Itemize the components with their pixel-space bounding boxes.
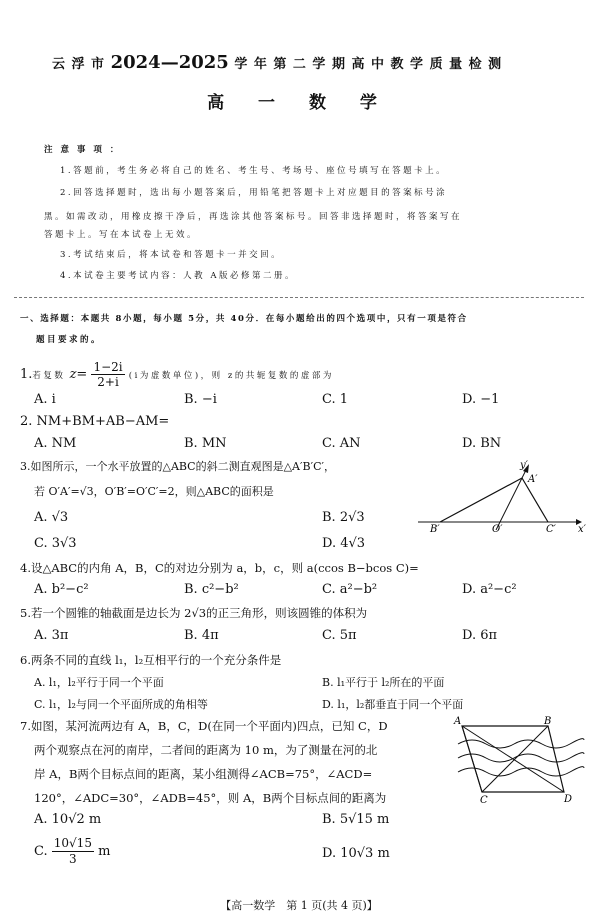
question-5: 5.若一个圆锥的轴截面是边长为 2√3的正三角形，则该圆锥的体积为	[20, 606, 368, 620]
q1-post: (i为虚数单位)，则 z的共轭复数的虚部为	[128, 371, 334, 381]
q1-fraction	[91, 360, 124, 389]
q1-option-b[interactable]: B. −i	[184, 392, 217, 407]
y-axis	[496, 470, 526, 530]
q5-option-a[interactable]: A. 3π	[34, 628, 69, 643]
page-footer: 【高一数学 第 1 页(共 4 页)】	[220, 899, 378, 912]
q1-denominator: 2+i	[97, 375, 119, 389]
q1-numerator: 1−2i	[93, 360, 123, 374]
label-x-prime: x′	[578, 524, 586, 535]
q1-option-c[interactable]: C. 1	[322, 392, 349, 407]
q1-option-d[interactable]: D. −1	[462, 392, 500, 407]
segment-a-c	[462, 726, 482, 792]
q2-option-b[interactable]: B. MN	[184, 436, 227, 451]
q4-option-d[interactable]: D. a²−c²	[462, 582, 517, 597]
header-year: 2024—2025	[110, 52, 229, 73]
q7-option-c-numerator: 10√15	[53, 836, 92, 850]
q4-option-c[interactable]: C. a²−b²	[322, 582, 378, 597]
divider	[14, 297, 584, 298]
question-3-line-2: 若 O′A′=√3，O′B′=O′C′=2，则△ABC的面积是	[34, 485, 274, 498]
q7-option-c-letter: C.	[34, 844, 48, 859]
header-suffix: 学 年 第 二 学 期 高 中 教 学 质 量 检 测	[234, 57, 503, 72]
question-7-line-1: 7.如图，某河流两边有 A，B，C，D(在同一个平面内)四点，已知 C，D	[20, 719, 388, 733]
river-wave-2	[458, 753, 584, 762]
q7-option-c[interactable]	[34, 836, 110, 867]
q3-option-c[interactable]: C. 3√3	[34, 536, 77, 551]
q2-option-c[interactable]: C. AN	[322, 436, 361, 451]
exam-header	[52, 52, 502, 73]
q1-pre: 若复数	[32, 371, 66, 381]
label-d: D	[564, 794, 573, 805]
notice-item-3: 3.考试结束后，将本试卷和答题卡一并交回。	[60, 250, 283, 260]
notice-item-2-cont: 黑。如需改动，用橡皮擦干净后，再选涂其他答案标号。回答非选择题时，将答案写在	[44, 212, 463, 222]
header-prefix: 云 浮 市	[52, 57, 106, 72]
notice-item-4: 4.本试卷主要考试内容：人教 A版必修第二册。	[60, 271, 296, 281]
question-7-line-2: 两个观察点在河的南岸，二者间的距离为 10 m，为了测量在河的北	[34, 743, 378, 757]
notice-heading: 注 意 事 项 ：	[44, 145, 121, 155]
label-b-prime: B′	[430, 524, 440, 535]
q6-option-d[interactable]: D. l₁，l₂都垂直于同一个平面	[322, 698, 464, 711]
notice-item-1: 1.答题前，考生务必将自己的姓名、考生号、考场号、座位号填写在答题卡上。	[60, 166, 448, 176]
question-2: 2. NM+BM+AB−AM=	[20, 414, 170, 429]
q5-option-d[interactable]: D. 6π	[462, 628, 498, 643]
q3-figure	[418, 456, 590, 536]
q4-option-b[interactable]: B. c²−b²	[184, 582, 239, 597]
q1-eq: =	[76, 367, 88, 382]
q5-option-c[interactable]: C. 5π	[322, 628, 357, 643]
q2-option-a[interactable]: A. NM	[34, 436, 77, 451]
q6-option-c[interactable]: C. l₁，l₂与同一个平面所成的角相等	[34, 698, 208, 711]
label-b: B	[544, 716, 552, 727]
q6-option-b[interactable]: B. l₁平行于 l₂所在的平面	[322, 676, 445, 689]
q7-option-d[interactable]: D. 10√3 m	[322, 846, 390, 861]
section-heading-cont: 题目要求的。	[36, 335, 103, 345]
notice-item-2-end: 答题卡上。写在本试卷上无效。	[44, 230, 199, 240]
river-wave-1	[458, 739, 584, 748]
q7-option-a[interactable]: A. 10√2 m	[34, 812, 102, 827]
label-a: A	[454, 716, 462, 727]
q7-option-c-unit: m	[98, 844, 111, 859]
q2-option-d[interactable]: D. BN	[462, 436, 502, 451]
label-y-prime: y′	[520, 460, 528, 471]
question-4: 4.设△ABC的内角 A，B，C的对边分别为 a，b，c，则 a(ccos B−bcos C)=	[20, 561, 419, 575]
question-7-line-3: 岸 A，B两个目标点间的距离，某小组测得∠ACB=75°，∠ACD=	[34, 767, 373, 781]
q5-option-b[interactable]: B. 4π	[184, 628, 219, 643]
q7-option-c-fraction	[52, 836, 94, 867]
q7-option-c-denominator: 3	[69, 852, 77, 866]
label-c-prime: C′	[546, 524, 556, 535]
q1-z: z	[69, 367, 77, 382]
question-3-line-1: 3.如图所示，一个水平放置的△ABC的斜二测直观图是△A′B′C′，	[20, 460, 335, 473]
q7-figure	[452, 714, 586, 806]
q1-number: 1.	[20, 367, 33, 382]
q3-option-a[interactable]: A. √3	[34, 510, 69, 525]
q1-option-a[interactable]: A. i	[34, 392, 56, 407]
q6-option-a[interactable]: A. l₁，l₂平行于同一个平面	[34, 676, 164, 689]
question-1	[20, 360, 334, 389]
question-7-line-4: 120°，∠ADC=30°，∠ADB=45°，则 A，B两个目标点间的距离为	[34, 791, 387, 805]
q3-option-b[interactable]: B. 2√3	[322, 510, 365, 525]
q3-option-d[interactable]: D. 4√3	[322, 536, 366, 551]
label-a-prime: A′	[528, 474, 538, 485]
segment-b-c	[482, 726, 548, 792]
section-heading: 一、选择题：本题共 8小题，每小题 5分，共 40分．在每小题给出的四个选项中，只有一项是符合	[20, 314, 468, 324]
label-c: C	[480, 795, 488, 806]
label-o-prime: O′	[492, 524, 503, 535]
q4-option-a[interactable]: A. b²−c²	[34, 582, 89, 597]
notice-item-2: 2.回答选择题时，选出每小题答案后，用铅笔把答题卡上对应题目的答案标号涂	[60, 188, 448, 198]
q7-option-b[interactable]: B. 5√15 m	[322, 812, 390, 827]
page-title: 高 一 数 学	[207, 93, 391, 113]
question-6: 6.两条不同的直线 l₁，l₂互相平行的一个充分条件是	[20, 653, 282, 667]
